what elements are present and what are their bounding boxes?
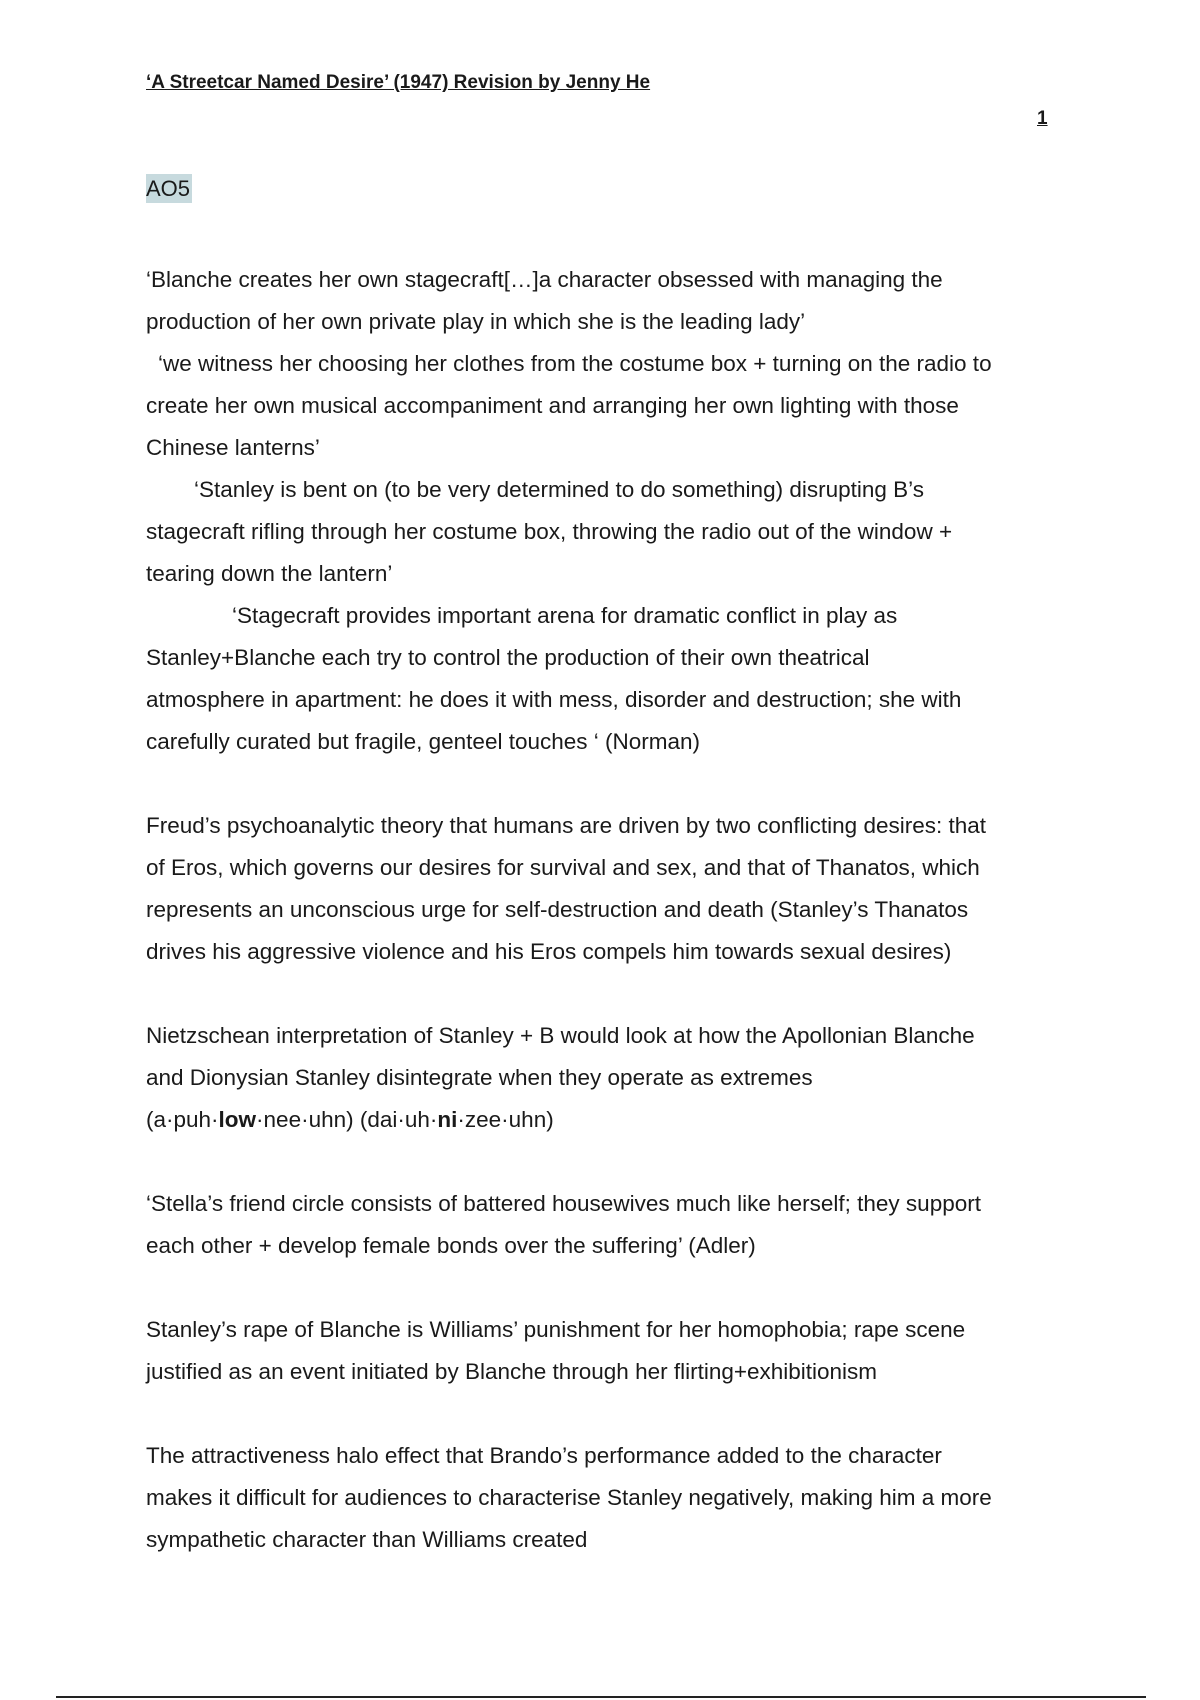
quote-line: production of her own private play in which she is the leading lady’ bbox=[146, 309, 806, 334]
pronunciation-dionysian-stress: ni bbox=[437, 1107, 458, 1132]
quote-line: atmosphere in apartment: he does it with mess, disorder and destruction; she with bbox=[146, 687, 962, 712]
rape-scene-line: Stanley’s rape of Blanche is Williams’ punishment for her homophobia; rape scene bbox=[146, 1317, 966, 1342]
nietzsche-line: Nietzschean interpretation of Stanley + B would look at how the Apollonian Blanche bbox=[146, 1023, 975, 1048]
quote-line: ‘Stanley is bent on (to be very determined to do something) disrupting B’s bbox=[194, 477, 924, 502]
quote-line: carefully curated but fragile, genteel touches ‘ (Norman) bbox=[146, 729, 701, 754]
quote-line: stagecraft rifling through her costume box, throwing the radio out of the window + bbox=[146, 519, 953, 544]
pronunciation-dionysian-c: ·zee·uhn) bbox=[457, 1107, 554, 1132]
halo-effect-line: makes it difficult for audiences to characterise Stanley negatively, making him a more bbox=[146, 1485, 992, 1510]
quote-line: Chinese lanterns’ bbox=[146, 435, 320, 460]
rape-scene-line: justified as an event initiated by Blanche through her flirting+exhibitionism bbox=[146, 1359, 878, 1384]
halo-effect-line: sympathetic character than Williams created bbox=[146, 1527, 588, 1552]
footer-rule bbox=[56, 1696, 1146, 1698]
freud-line: represents an unconscious urge for self-destruction and death (Stanley’s Thanatos bbox=[146, 897, 969, 922]
halo-effect-line: The attractiveness halo effect that Brando’s performance added to the character bbox=[146, 1443, 942, 1468]
quote-line: create her own musical accompaniment and arranging her own lighting with those bbox=[146, 393, 959, 418]
nietzsche-line: and Dionysian Stanley disintegrate when they operate as extremes bbox=[146, 1065, 813, 1090]
section-tag-ao5: AO5 bbox=[146, 176, 191, 201]
adler-line: ‘Stella’s friend circle consists of battered housewives much like herself; they support bbox=[146, 1191, 981, 1216]
quote-line: tearing down the lantern’ bbox=[146, 561, 393, 586]
paragraph-gap bbox=[146, 1267, 1066, 1309]
page-number: 1 bbox=[1037, 108, 1048, 129]
document-body bbox=[146, 259, 1066, 1561]
freud-line: drives his aggressive violence and his Eros compels him towards sexual desires) bbox=[146, 939, 952, 964]
paragraph-gap bbox=[146, 763, 1066, 805]
quote-line: Stanley+Blanche each try to control the production of their own theatrical bbox=[146, 645, 870, 670]
pronunciation-apollonian-stress: low bbox=[218, 1107, 257, 1132]
freud-line: Freud’s psychoanalytic theory that humans are driven by two conflicting desires: that bbox=[146, 813, 987, 838]
paragraph-gap bbox=[146, 1141, 1066, 1183]
quote-line: ‘we witness her choosing her clothes from the costume box + turning on the radio to bbox=[158, 351, 992, 376]
pronunciation-apollonian-a: (a·puh· bbox=[146, 1107, 219, 1132]
quote-line: ‘Blanche creates her own stagecraft[…]a character obsessed with managing the bbox=[146, 267, 943, 292]
paragraph-gap bbox=[146, 973, 1066, 1015]
freud-line: of Eros, which governs our desires for survival and sex, and that of Thanatos, which bbox=[146, 855, 980, 880]
quote-line: ‘Stagecraft provides important arena for dramatic conflict in play as bbox=[232, 603, 898, 628]
paragraph-gap bbox=[146, 1393, 1066, 1435]
pronunciation-line bbox=[146, 1099, 1066, 1141]
document-header-title: ‘A Streetcar Named Desire’ (1947) Revision by Jenny He bbox=[146, 72, 651, 93]
pronunciation-apollonian-c: ·nee·uhn) bbox=[256, 1107, 354, 1132]
pronunciation-dionysian-a: (dai·uh· bbox=[359, 1107, 438, 1132]
adler-line: each other + develop female bonds over the suffering’ (Adler) bbox=[146, 1233, 756, 1258]
